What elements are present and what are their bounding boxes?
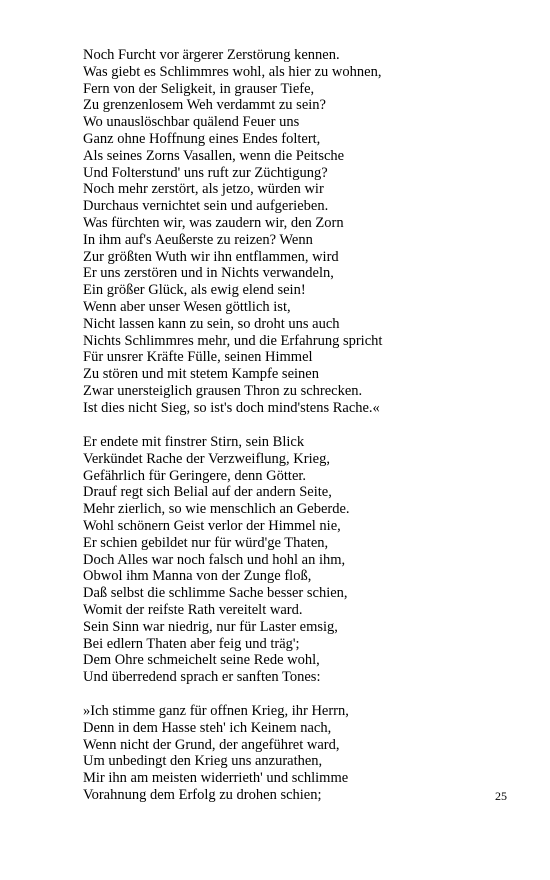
verse-line: In ihm auf's Aeußerste zu reizen? Wenn <box>83 231 313 248</box>
stanza <box>83 47 382 417</box>
verse-line: Wenn nicht der Grund, der angeführet ward, <box>83 736 340 753</box>
verse-line: Womit der reifste Rath vereitelt ward. <box>83 601 303 618</box>
verse-line: Als seines Zorns Vasallen, wenn die Peitsche <box>83 147 345 164</box>
verse-line: Er schien gebildet nur für würd'ge Thaten, <box>83 534 329 551</box>
verse-line: Wo unauslöschbar quälend Feuer uns <box>83 114 300 131</box>
verse-line: Bei edlern Thaten aber feig und träg'; <box>83 635 300 652</box>
verse-line: Um unbedingt den Krieg uns anzurathen, <box>83 753 323 770</box>
verse-line: Durchaus vernichtet sein und aufgerieben. <box>83 198 329 215</box>
verse-line: Zu stören und mit stetem Kampfe seinen <box>83 366 319 383</box>
verse-line: Wenn aber unser Wesen göttlich ist, <box>83 298 291 315</box>
verse-line: Wohl schönern Geist verlor der Himmel nie, <box>83 517 341 534</box>
verse-line: Daß selbst die schlimme Sache besser schien, <box>83 585 348 602</box>
verse-line: Fern von der Seligkeit, in grauser Tiefe, <box>83 80 315 97</box>
verse-line: Mehr zierlich, so wie menschlich an Geberde. <box>83 501 350 518</box>
verse-line: Und überredend sprach er sanften Tones: <box>83 669 321 686</box>
verse-line: Denn in dem Hasse steh' ich Keinem nach, <box>83 719 332 736</box>
verse-line: Was fürchten wir, was zaudern wir, den Zorn <box>83 214 344 231</box>
verse-line: Dem Ohre schmeichelt seine Rede wohl, <box>83 652 320 669</box>
stanza <box>83 434 350 686</box>
verse-line: Obwol ihm Manna von der Zunge floß, <box>83 568 312 585</box>
verse-line: Drauf regt sich Belial auf der andern Seite, <box>83 484 332 501</box>
verse-line: Er endete mit finstrer Stirn, sein Blick <box>83 434 305 450</box>
verse-line: »Ich stimme ganz für offnen Krieg, ihr Herrn, <box>83 703 349 719</box>
verse-line: Noch Furcht vor ärgerer Zerstörung kennen. <box>83 47 340 63</box>
verse-line: Nichts Schlimmres mehr, und die Erfahrung spricht <box>83 332 383 349</box>
verse-line: Gefährlich für Geringere, denn Götter. <box>83 467 307 484</box>
verse-line: Er uns zerstören und in Nichts verwandeln, <box>83 265 334 282</box>
verse-line: Zu grenzenlosem Weh verdammt zu sein? <box>83 97 326 114</box>
verse-line: Ein größer Glück, als ewig elend sein! <box>83 282 306 299</box>
page-number: 25 <box>495 789 507 803</box>
verse-line: Doch Alles war noch falsch und hohl an ihm, <box>83 551 346 568</box>
verse-line: Zwar unersteiglich grausen Thron zu schrecken. <box>83 382 363 399</box>
stanza <box>83 703 349 804</box>
verse-line: Was giebt es Schlimmres wohl, als hier zu wohnen, <box>83 63 382 80</box>
verse-line: Ist dies nicht Sieg, so ist's doch mind'stens Rache.« <box>83 399 380 416</box>
verse-line: Noch mehr zerstört, als jetzo, würden wir <box>83 181 324 198</box>
verse-line: Sein Sinn war niedrig, nur für Laster emsig, <box>83 618 338 635</box>
verse-line: Mir ihn am meisten widerrieth' und schlimme <box>83 770 349 787</box>
verse-line: Verkündet Rache der Verzweiflung, Krieg, <box>83 450 330 467</box>
verse-line: Und Folterstund' uns ruft zur Züchtigung? <box>83 164 328 181</box>
verse-line: Ganz ohne Hoffnung eines Endes foltert, <box>83 130 321 147</box>
verse-line: Zur größten Wuth wir ihn entflammen, wird <box>83 248 339 265</box>
verse-line: Nicht lassen kann zu sein, so droht uns auch <box>83 315 340 332</box>
verse-line: Vorahnung dem Erfolg zu drohen schien; <box>83 786 322 803</box>
verse-line: Für unsrer Kräfte Fülle, seinen Himmel <box>83 349 313 366</box>
